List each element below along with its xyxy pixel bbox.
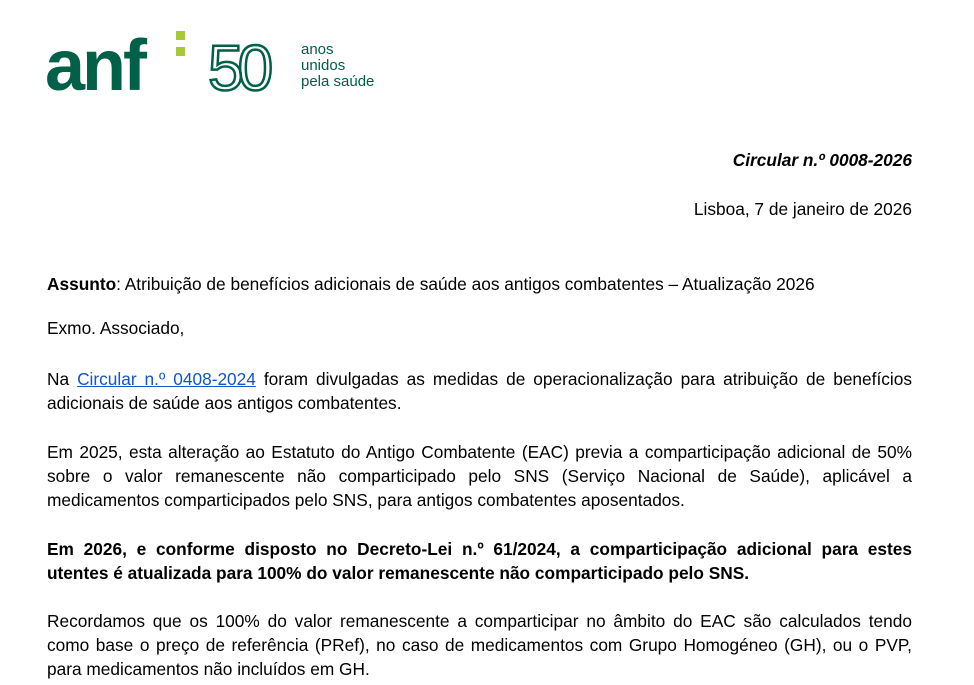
anf-50-anos-logo [45,28,385,94]
svg-text:pela saúde: pela saúde [301,73,375,90]
subject-text: Atribuição de benefícios adicionais de saúde aos antigos combatentes – Atualização 2026 [124,274,815,294]
paragraph-3: Em 2026, e conforme disposto no Decreto-Lei n.º 61/2024, a comparticipação adicional para estes utentes é atualizada para 100% do valor remanescente não comparticipado pelo SNS. [47,539,912,583]
svg-text:anf: anf [45,28,144,94]
subject-label: Assunto [47,274,117,294]
subject-line: Assunto: Atribuição de benefícios adicionais de saúde aos antigos combatentes – Atualização 2026 [47,274,815,294]
p1-text-after: foram divulgadas as medidas de operacionalização para atribuição de benefícios adicionais de saúde aos antigos combatentes. [47,369,912,413]
svg-text:unidos: unidos [301,57,346,74]
paragraph-2: Em 2025, esta alteração ao Estatuto do Antigo Combatente (EAC) previa a comparticipação adicional de 50% sobre o valor remanescente não comparticipado pelo SNS (Serviço Nacional de Saúde), aplicável a medicamentos comparticipados pelo SNS, para antigos combatentes aposentados. [47,442,912,510]
greeting: Exmo. Associado, [47,318,185,338]
paragraph-1 [47,367,912,415]
circular-number: Circular n.º 0008-2026 [732,150,912,170]
svg-text:50: 50 [208,32,268,94]
circular-0408-2024-link[interactable]: Circular n.º 0408-2024 [77,369,256,389]
paragraph-4: Recordamos que os 100% do valor remanescente a comparticipar no âmbito do EAC são calculados tendo como base o preço de referência (PRef), no caso de medicamentos com Grupo Homogéneo (GH), ou o PVP, para medicamentos não incluídos em GH. [47,611,912,679]
p1-text-before: Na [47,369,78,389]
place-date: Lisboa, 7 de janeiro de 2026 [693,199,912,219]
svg-text:anos: anos [301,41,334,58]
